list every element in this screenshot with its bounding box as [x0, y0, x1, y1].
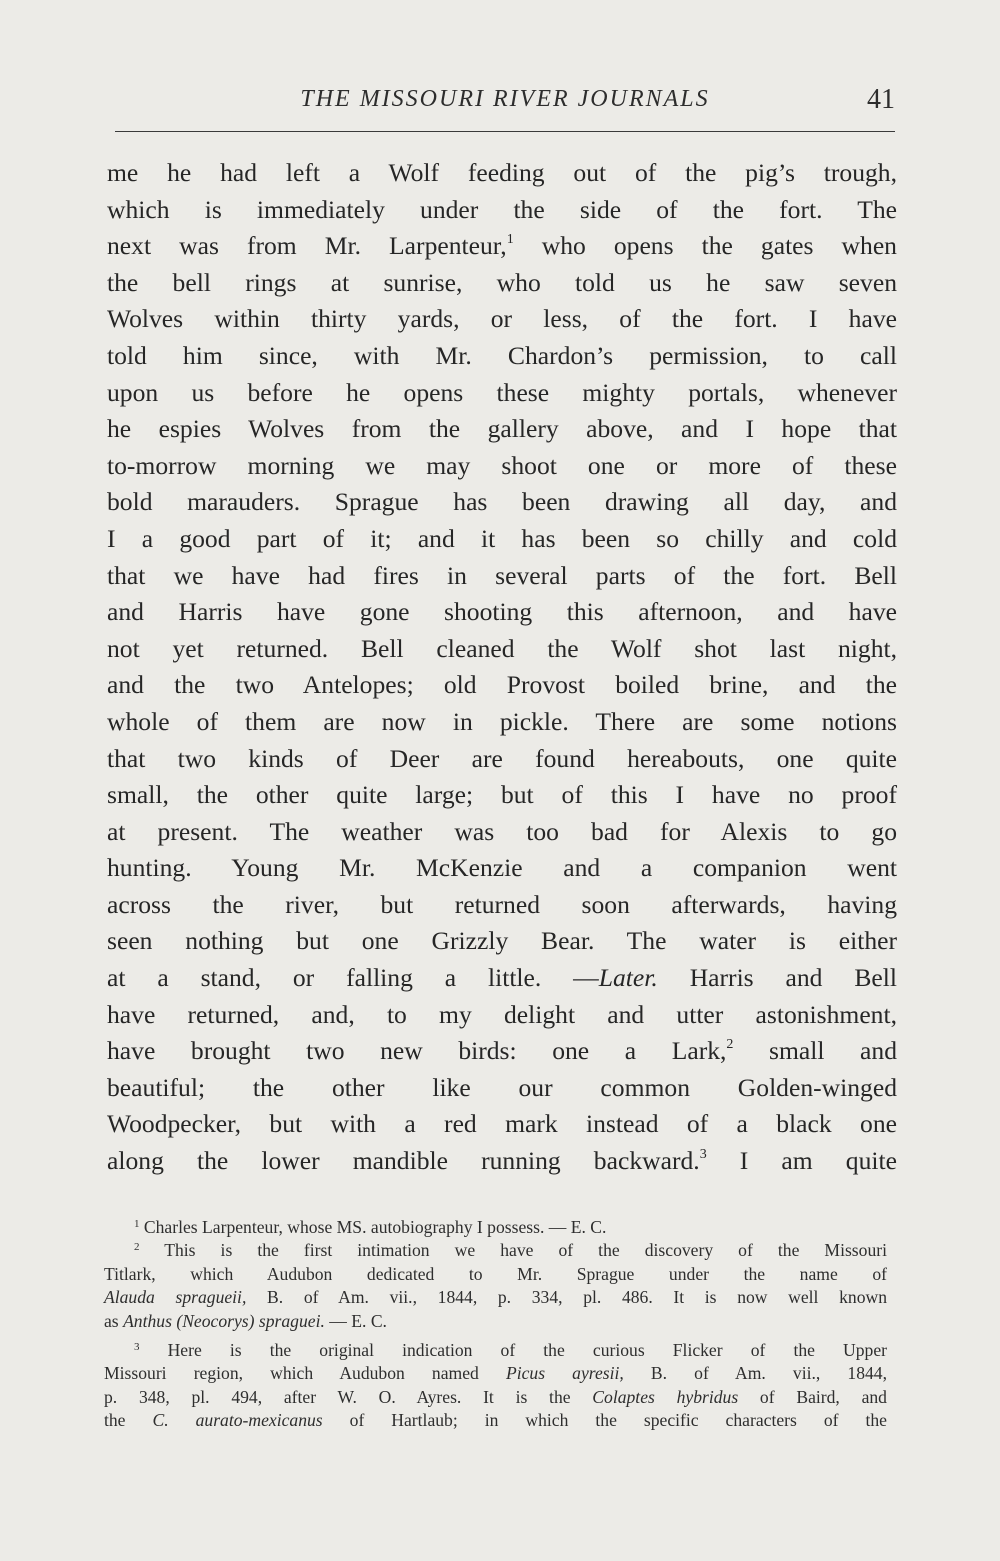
- text-line: he espies Wolves from the gallery above, and I hope that: [107, 414, 897, 444]
- text-line: have returned, and, to my delight and utter astonishment,: [107, 999, 897, 1029]
- text-line: at a stand, or falling a little. —Later. Harris and Bell: [107, 963, 898, 993]
- text-line: the bell rings at sunrise, who told us he saw seven: [107, 267, 897, 297]
- footnote-3: $^3$ Here is the original indication of the curious Flicker of the Upper Missouri region, which Audubon named Picus ayresii, B. of Am. vii., 1844, p. 348, pl. 494, after W. O. Ayres. It is the Colaptes hybridus of Baird, and the C. aurato-mexicanus of Hartlaub; in which the specific characters of the: [104, 1339, 887, 1431]
- text-line: bold marauders. Sprague has been drawing all day, and: [107, 487, 897, 517]
- text-line: across the river, but returned soon afterwards, having: [107, 889, 897, 919]
- text-line: at present. The weather was too bad for Alexis to go: [107, 816, 897, 846]
- text-line: whole of them are now in pickle. There are some notions: [107, 706, 897, 736]
- header-rule: [115, 131, 895, 132]
- text-line: hunting. Young Mr. McKenzie and a companion went: [107, 853, 897, 883]
- text-line: next was from Mr. Larpenteur,$^1$ who opens the gates when: [107, 231, 897, 261]
- text-line: and the two Antelopes; old Provost boiled brine, and the: [107, 670, 897, 700]
- body-text: [107, 155, 897, 1180]
- text-line: that two kinds of Deer are found hereabouts, one quite: [107, 743, 897, 773]
- footnote-ref: 1: [506, 232, 514, 248]
- footnote-ref: 2: [726, 1037, 734, 1053]
- text-line: told him since, with Mr. Chardon’s permission, to call: [107, 340, 897, 370]
- text-line: to-morrow morning we may shoot one or more of these: [107, 450, 897, 480]
- footnote-marker: 2: [134, 1241, 140, 1254]
- text-line: upon us before he opens these mighty portals, whenever: [107, 377, 897, 407]
- text-line: seen nothing but one Grizzly Bear. The water is either: [107, 926, 897, 956]
- text-line: small, the other quite large; but of this I have no proof: [107, 780, 897, 810]
- footnote-ref: 3: [699, 1147, 707, 1163]
- text-line: which is immediately under the side of the fort. The: [107, 194, 897, 224]
- italic-later: Later.: [598, 963, 658, 993]
- text-line: Wolves within thirty yards, or less, of the fort. I have: [107, 304, 897, 334]
- footnote-marker: 1: [134, 1218, 140, 1230]
- footnote-1: $^1$ Charles Larpenteur, whose MS. autobiography I possess. — E. C.: [134, 1217, 607, 1237]
- text-line: Woodpecker, but with a red mark instead of a black one: [107, 1109, 897, 1139]
- page-number: 41: [867, 84, 895, 115]
- footnotes: [104, 1216, 887, 1433]
- text-line: beautiful; the other like our common Golden-winged: [107, 1072, 897, 1102]
- text-line: have brought two new birds: one a Lark,$^2$ small and: [107, 1036, 898, 1066]
- page-header: [115, 86, 895, 126]
- text-line: and Harris have gone shooting this afternoon, and have: [107, 597, 897, 627]
- running-title: THE MISSOURI RIVER JOURNALS: [300, 86, 710, 112]
- text-line: that we have had fires in several parts of the fort. Bell: [107, 560, 897, 590]
- footnote-2: $^2$ This is the first intimation we have of the discovery of the Missouri Titlark, which Audubon dedicated to Mr. Sprague under the name of Alauda spragueii, B. of Am. vii., 1844, p. 334, pl. 486. It is now well known as Anthus (Neocorys) spraguei. — E. C.: [104, 1240, 887, 1331]
- text-line: along the lower mandible running backward.$^3$ I am quite: [107, 1146, 897, 1176]
- text-line: not yet returned. Bell cleaned the Wolf shot last night,: [107, 633, 897, 663]
- text-line: me he had left a Wolf feeding out of the pig’s trough,: [107, 158, 897, 187]
- text-line: I a good part of it; and it has been so chilly and cold: [107, 523, 897, 553]
- footnote-marker: 3: [134, 1340, 140, 1353]
